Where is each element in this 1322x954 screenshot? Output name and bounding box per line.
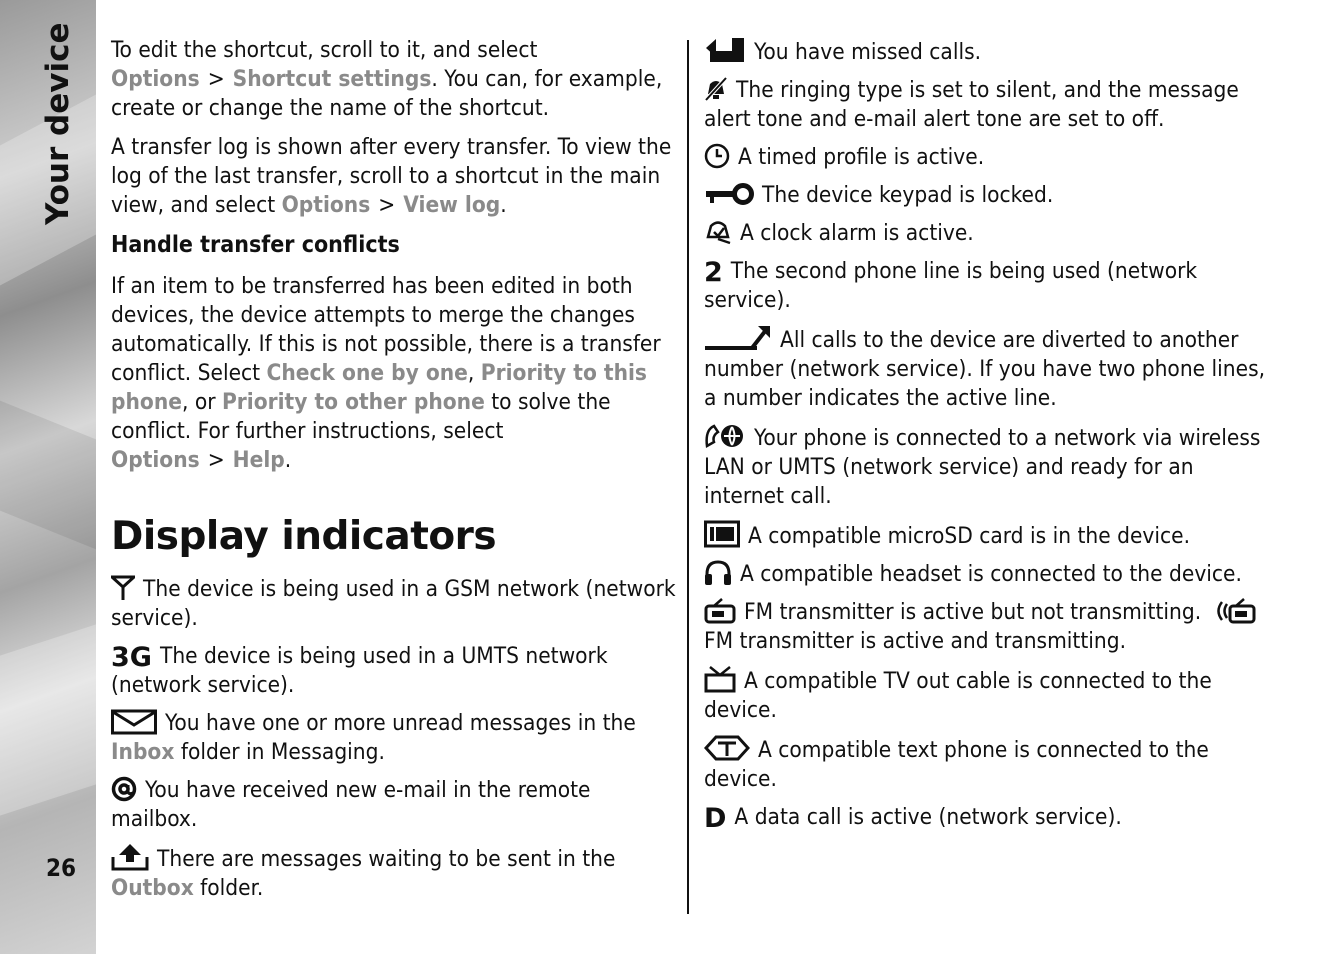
sidebar-facet [0,401,96,550]
menu-option-options: Options [111,447,200,473]
menu-option-priority-other: Priority to other phone [221,389,485,415]
indicator-alarm: A clock alarm is active. [704,219,1274,248]
indicator-outbox: There are messages waiting to be sent in the Outbox folder. [111,843,676,903]
paragraph-edit-shortcut: To edit the shortcut, scroll to it, and select Options > Shortcut settings. You can, for example, create or change the name of the shortcut. [111,37,663,121]
missed-call-icon [704,36,746,64]
menu-option-options: Options [281,192,371,218]
indicator-missed-calls: You have missed calls. [704,36,1274,67]
sidebar-facet [0,624,96,815]
internet-call-icon [704,422,746,450]
headset-icon [704,560,732,586]
line-2-icon: 2 [704,257,723,288]
indicator-microsd: A compatible microSD card is in the device. [704,520,1274,551]
indicator-text-phone: A compatible text phone is connected to the device. [704,734,1274,794]
data-call-d-icon: D [704,803,727,834]
silent-bell-icon [704,76,728,102]
subheading: Handle transfer conflicts [111,232,400,258]
paragraph-transfer-log: A transfer log is shown after every transfer. To view the log of the last transfer, scroll to a shortcut in the main view, and select Options > View log. [111,134,672,218]
page-heading: Display indicators [111,514,497,559]
at-sign-icon [111,776,137,802]
indicator-line-2: 2 The second phone line is being used (network service). [704,257,1198,313]
indicator-silent: The ringing type is set to silent, and the message alert tone and e-mail alert tone are set to off. [704,77,1239,132]
envelope-icon [111,709,157,735]
tv-out-icon [704,665,736,693]
umts-3g-icon: 3G [111,642,152,673]
indicator-gsm: The device is being used in a GSM network (network service). [111,576,676,631]
indicator-email: You have received new e-mail in the remote mailbox. [111,777,591,832]
indicator-fm-transmitter: FM transmitter is active but not transmitting. FM transmitter is active and transmitting. [704,598,1274,656]
menu-option-help: Help [232,447,285,473]
indicator-umts: 3G The device is being used in a UMTS network (network service). [111,642,608,698]
left-column [111,36,676,912]
fm-transmitting-icon [1214,598,1256,624]
indicator-timed-profile: A timed profile is active. [704,143,1274,172]
indicator-tv-out: A compatible TV out cable is connected to the device. [704,665,1274,725]
indicator-data-call: D A data call is active (network service). [704,803,1122,834]
menu-option-view-log: View log [403,192,501,218]
call-divert-icon [704,324,772,352]
paragraph-conflicts: If an item to be transferred has been edited in both devices, the device attempts to merge the changes automatically. If this is not possible, there is a transfer conflict. Select Check one by one, Priority to this phone, or Priority to other phone to solve the conflict. For further instructions, select Options > Help. [111,273,661,473]
menu-option-options: Options [111,66,200,92]
menu-option-priority-this: Priority to this phone [111,360,647,415]
right-column [704,36,1274,841]
alarm-bell-icon [704,219,732,245]
section-title: Your device [40,22,76,225]
indicator-divert: All calls to the device are diverted to another number (network service). If you have two phone lines, a number indicates the active line. [704,324,1274,413]
memory-card-icon [704,520,740,548]
indicator-headset: A compatible headset is connected to the device. [704,560,1274,589]
menu-option-check-one-by-one: Check one by one [266,360,468,386]
indicator-wlan: Your phone is connected to a network via wireless LAN or UMTS (network service) and ready for an internet call. [704,422,1274,511]
key-icon [704,181,754,207]
menu-option-shortcut-settings: Shortcut settings [232,66,432,92]
outbox-upload-icon [111,843,149,871]
indicator-keypad-locked: The device keypad is locked. [704,181,1274,210]
fm-transmitter-icon [704,598,736,624]
page-number: 26 [46,854,77,882]
folder-outbox: Outbox [111,875,194,901]
clock-icon [704,143,730,169]
text-phone-icon [704,734,750,762]
indicator-unread-message: You have one or more unread messages in the Inbox folder in Messaging. [111,710,636,765]
folder-inbox: Inbox [111,739,175,765]
gsm-antenna-icon [111,575,135,601]
column-divider [687,40,689,914]
